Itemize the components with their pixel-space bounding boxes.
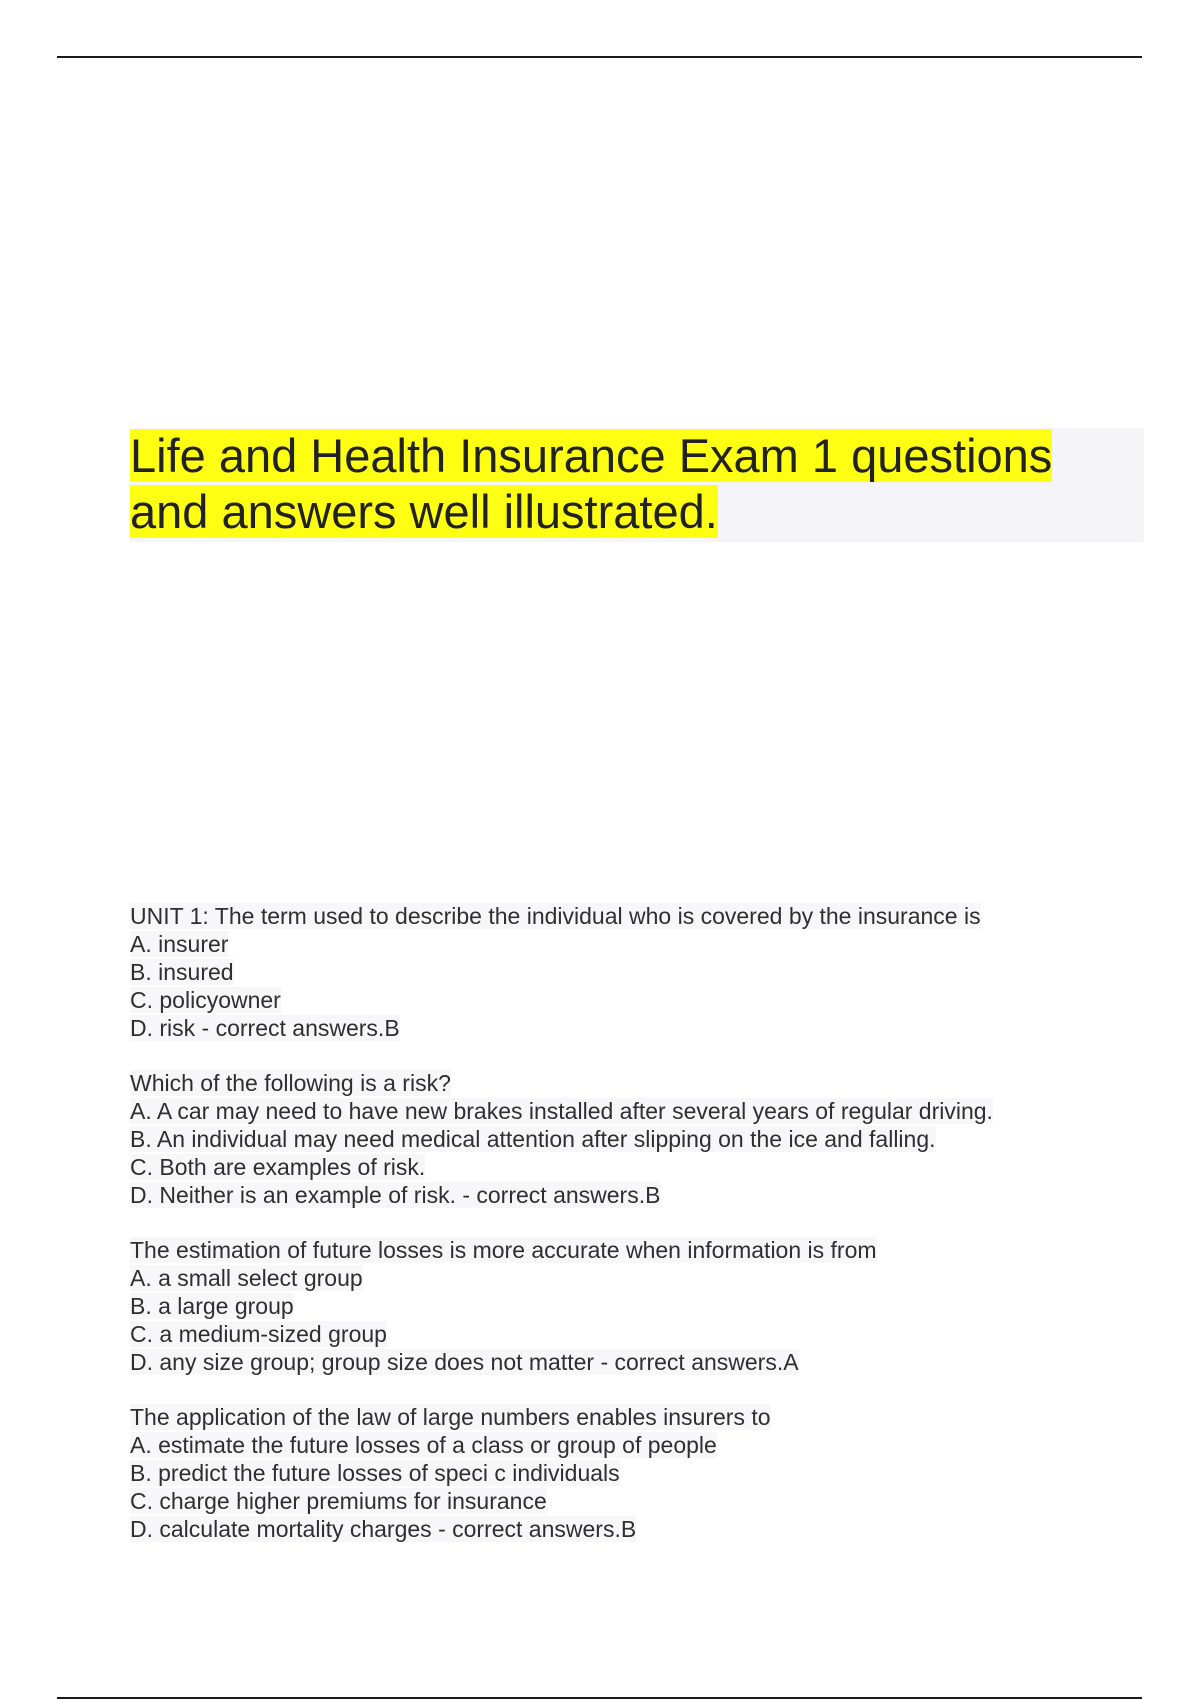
answer-option-a: A. A car may need to have new brakes installed after several years of regular driving. (130, 1098, 993, 1124)
top-rule (57, 56, 1142, 58)
question-stem: Which of the following is a risk? (130, 1070, 451, 1096)
title-line-2: and answers well illustrated. (130, 485, 718, 538)
document-title (130, 428, 1144, 540)
answer-option-d: D. risk - correct answers.B (130, 1015, 400, 1041)
question-list (130, 902, 1130, 1570)
question-3 (130, 1236, 1130, 1376)
question-stem: UNIT 1: The term used to describe the individual who is covered by the insurance is (130, 903, 981, 929)
answer-option-b: B. predict the future losses of speci c individuals (130, 1460, 620, 1486)
answer-option-d: D. calculate mortality charges - correct answers.B (130, 1516, 637, 1542)
question-1 (130, 902, 1130, 1042)
answer-option-c: C. policyowner (130, 987, 281, 1013)
question-stem: The estimation of future losses is more accurate when information is from (130, 1237, 877, 1263)
answer-option-b: B. a large group (130, 1293, 294, 1319)
question-2 (130, 1069, 1130, 1209)
answer-option-b: B. An individual may need medical attention after slipping on the ice and falling. (130, 1126, 936, 1152)
answer-option-c: C. charge higher premiums for insurance (130, 1488, 547, 1514)
answer-option-a: A. a small select group (130, 1265, 363, 1291)
answer-option-d: D. any size group; group size does not matter - correct answers.A (130, 1349, 799, 1375)
answer-option-c: C. a medium-sized group (130, 1321, 387, 1347)
bottom-rule (57, 1697, 1142, 1699)
question-4 (130, 1403, 1130, 1543)
answer-option-b: B. insured (130, 959, 234, 985)
answer-option-d: D. Neither is an example of risk. - correct answers.B (130, 1182, 661, 1208)
answer-option-a: A. estimate the future losses of a class or group of people (130, 1432, 717, 1458)
title-block (130, 428, 1144, 542)
answer-option-c: C. Both are examples of risk. (130, 1154, 426, 1180)
answer-option-a: A. insurer (130, 931, 229, 957)
question-stem: The application of the law of large numbers enables insurers to (130, 1404, 771, 1430)
title-line-1: Life and Health Insurance Exam 1 questions (130, 429, 1053, 482)
